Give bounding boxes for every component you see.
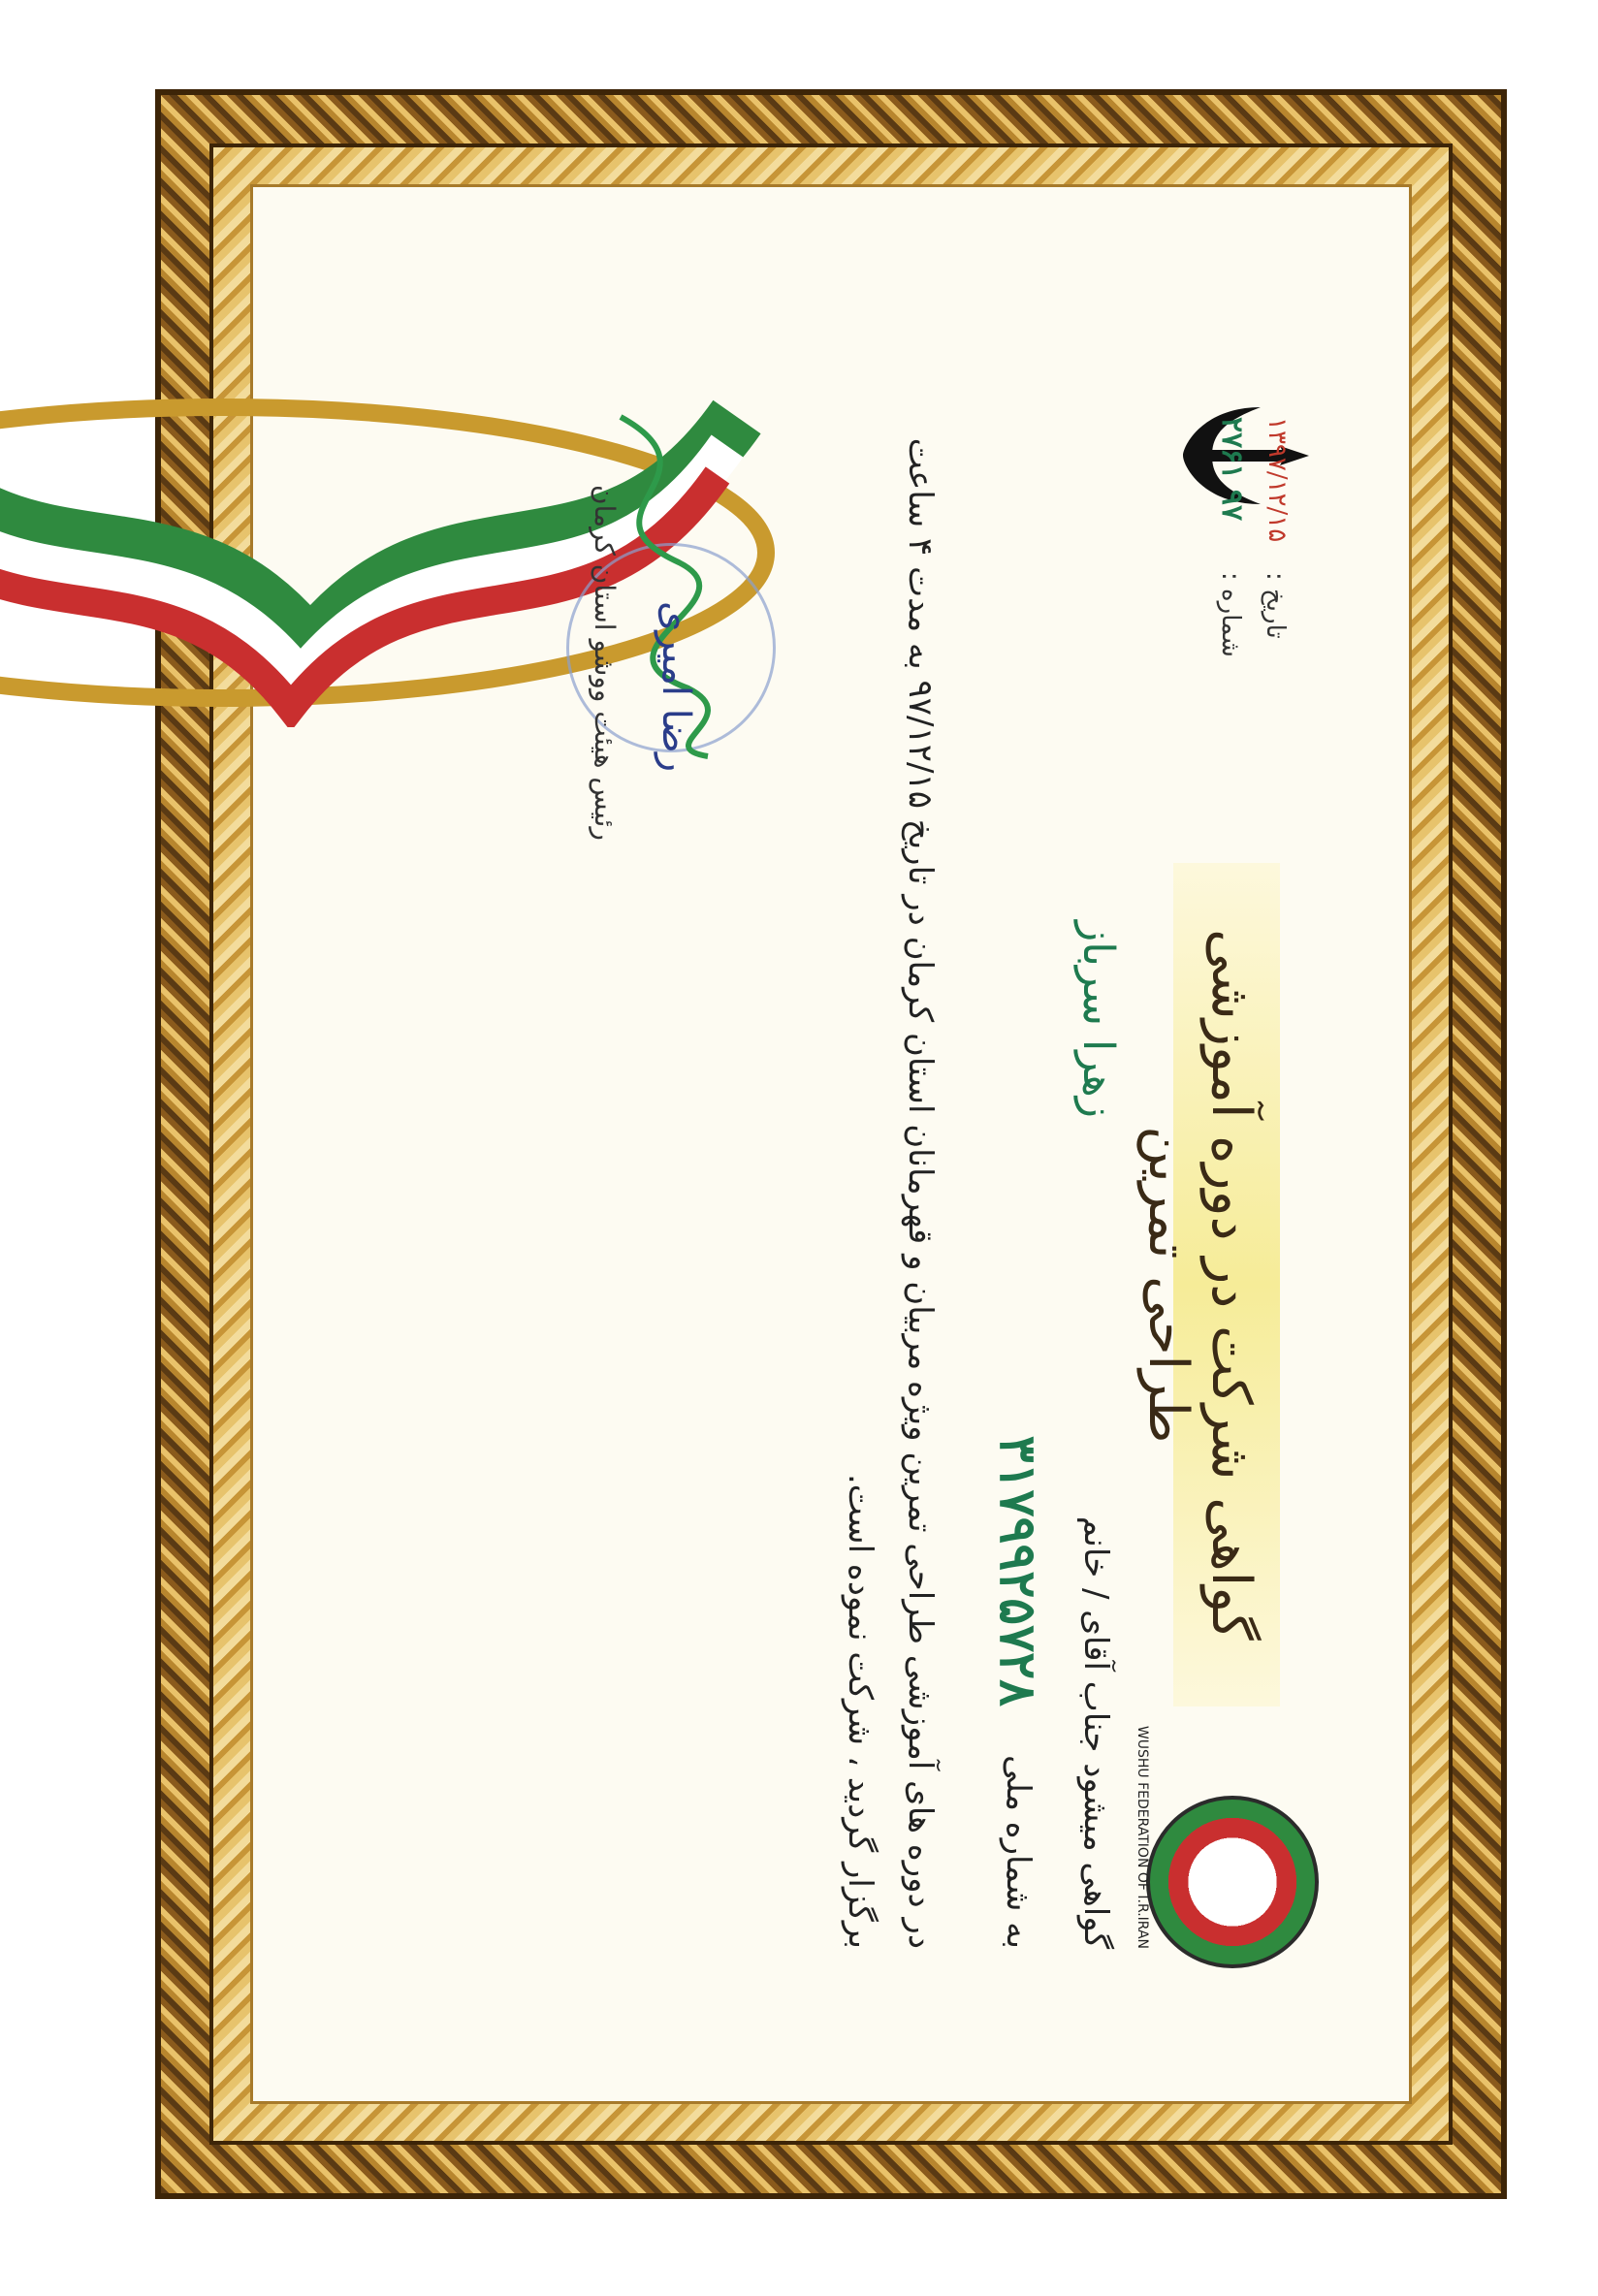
signatory-title: رئیس هیئت ووشو استان کرمان: [589, 485, 621, 841]
national-id-label: به شماره ملی: [999, 1755, 1038, 1949]
wushu-federation-logo-icon: [1146, 1796, 1319, 1968]
attestation-line: گواهی میشود جناب آقای / خانم: [1076, 1515, 1115, 1949]
course-description: در دوره های آموزشی طراحی تمرین ویژه مربیان و قهرمانان استان کرمان در تاریخ ۹۷/۱۲/۱۵ به مدت ۴ ساعت برگزار گردید ، شرکت نموده است.: [841, 437, 940, 1949]
certificate-title: گواهی شرکت در دوره آموزشی طراحی تمرین: [1136, 929, 1262, 1641]
national-id-value: ۳۱۷۹۹۲۵۷۲۸: [988, 1435, 1047, 1706]
certificate-rotated-content: [388, 320, 1358, 2026]
date-label: تاریخ :: [1261, 572, 1290, 639]
logo-caption: WUSHU FEDERATION OF I.R.IRAN: [1135, 1725, 1150, 1949]
number-value: ۲۷۶۱ ۹۷: [1215, 417, 1249, 522]
date-value: ۱۳۹۷/۱۲/۱۵: [1262, 417, 1292, 543]
number-label: شماره :: [1216, 572, 1245, 657]
recipient-name: زهرا سرباز: [1073, 921, 1123, 1118]
signatory-name: رضا امیری: [654, 601, 698, 773]
title-band: [1136, 863, 1280, 1706]
